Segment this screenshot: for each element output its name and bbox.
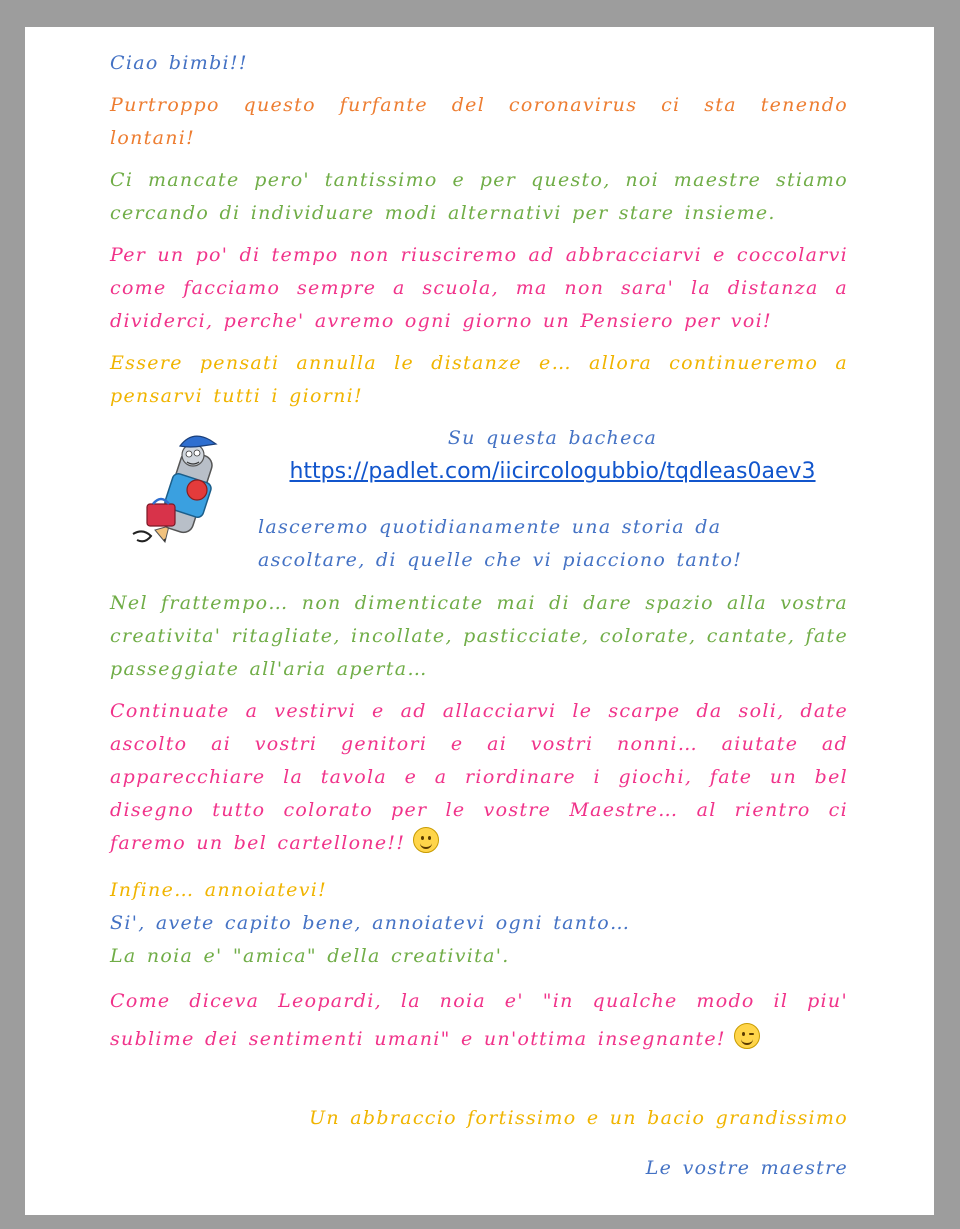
closing-line: Un abbraccio fortissimo e un bacio grandissimo — [309, 1107, 848, 1129]
paragraph-missing-you: Ci mancate pero' tantissimo e per questo, noi maestre stiamo cercando di individuare modi alternativi per stare insieme. — [110, 169, 848, 224]
signature: Le vostre maestre — [645, 1157, 848, 1179]
paragraph-leopardi-text: Come diceva Leopardi, la noia e' "in qualche modo il piu' sublime dei sentimenti umani" e un'ottima insegnante! — [110, 990, 848, 1050]
paragraph-daily-tasks-text: Continuate a vestirvi e ad allacciarvi le scarpe da soli, date ascolto ai vostri genitori e ai vostri nonni… aiutate ad apparecchiare la tavola e a riordinare i giochi, fate un bel disegno tutto colorato per le vostre Maestre… al rientro ci faremo un bel cartellone!! — [110, 700, 848, 854]
paragraph-hugs: Per un po' di tempo non riusciremo ad abbracciarvi e coccolarvi come facciamo sempre a scuola, ma non sara' la distanza a dividerci, perche' avremo ogni giorno un Pensiero per voi! — [110, 244, 848, 332]
smiling-face-icon — [413, 827, 439, 853]
paragraph-thinking: Essere pensati annulla le distanze e… allora continueremo a pensarvi tutti i giorni! — [110, 352, 848, 407]
padlet-link[interactable]: https://padlet.com/iicircologubbio/tqdleas0aev3 — [289, 459, 816, 484]
board-intro: Su questa bacheca — [447, 427, 658, 449]
paragraph-daily-tasks — [110, 695, 848, 860]
greeting: Ciao bimbi!! — [110, 52, 248, 74]
pencil-mascot-icon — [125, 422, 235, 552]
board-description: lasceremo quotidianamente una storia da ascoltare, di quelle che vi piacciono tanto! — [258, 516, 743, 571]
paragraph-leopardi — [110, 982, 848, 1058]
letter-page — [25, 27, 934, 1215]
paragraph-coronavirus: Purtroppo questo furfante del coronavirus ci sta tenendo lontani! — [110, 94, 848, 149]
paragraph-understood: Si', avete capito bene, annoiatevi ogni tanto… — [110, 912, 631, 934]
paragraph-boredom-friend: La noia e' "amica" della creativita'. — [110, 945, 510, 967]
paragraph-get-bored: Infine… annoiatevi! — [110, 879, 328, 901]
paragraph-creativity: Nel frattempo… non dimenticate mai di dare spazio alla vostra creativita' ritagliate, incollate, pasticciate, colorate, cantate, fate passeggiate all'aria aperta… — [110, 592, 848, 680]
winking-face-icon — [734, 1023, 760, 1049]
